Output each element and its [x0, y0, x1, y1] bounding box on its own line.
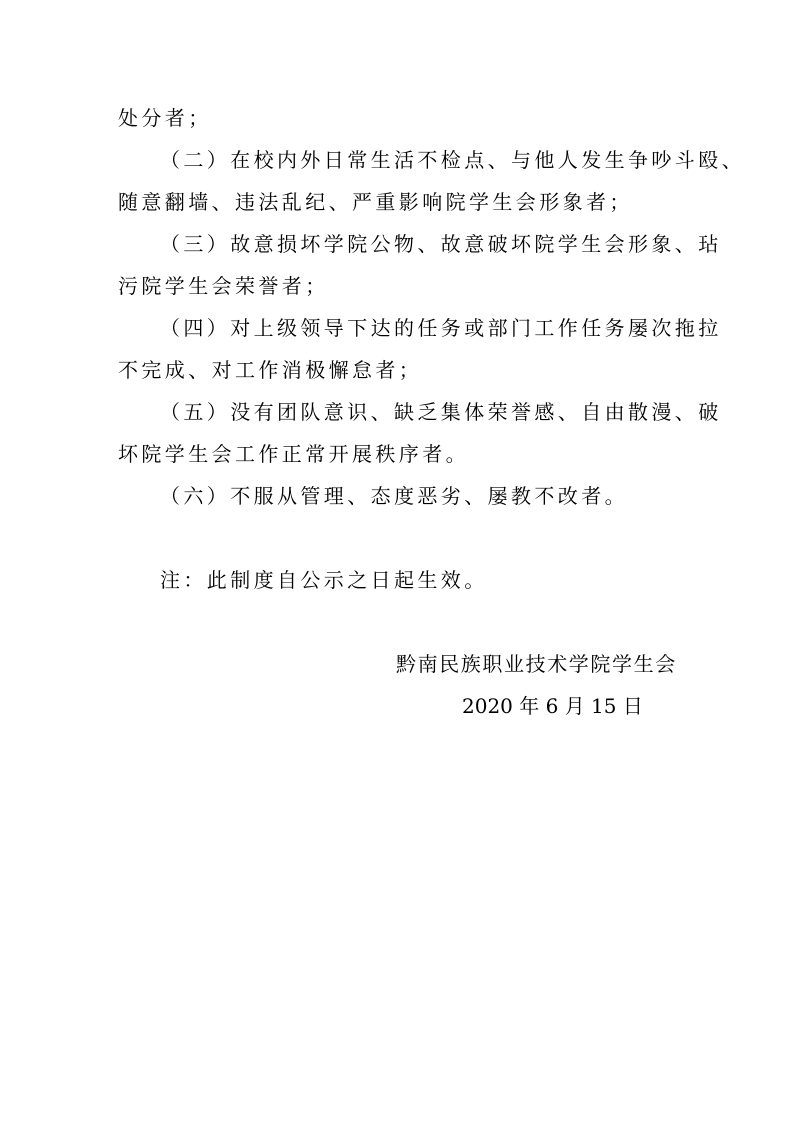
clause-2-line-1: （二）在校内外日常生活不检点、与他人发生争吵斗殴、 [160, 148, 745, 172]
paragraph-continuation-line: 处分者； [118, 106, 212, 130]
clause-3-line-1: （三）故意损坏学院公物、故意破坏院学生会形象、玷 [160, 232, 722, 256]
clause-6-line-1: （六）不服从管理、态度恶劣、屡教不改者。 [160, 484, 628, 508]
clause-5-line-2: 坏院学生会工作正常开展秩序者。 [118, 442, 469, 466]
clause-4-line-1: （四）对上级领导下达的任务或部门工作任务屡次拖拉 [160, 316, 722, 340]
clause-3-line-2: 污院学生会荣誉者； [118, 274, 329, 298]
signature-date: 2020 年 6 月 15 日 [462, 694, 643, 718]
signature-organization: 黔南民族职业技术学院学生会 [396, 652, 677, 676]
clause-2-line-2: 随意翻墙、违法乱纪、严重影响院学生会形象者； [118, 190, 633, 214]
clause-5-line-1: （五）没有团队意识、缺乏集体荣誉感、自由散漫、破 [160, 400, 722, 424]
clause-4-line-2: 不完成、对工作消极懈怠者； [118, 358, 423, 382]
effective-note: 注：此制度自公示之日起生效。 [160, 568, 488, 592]
